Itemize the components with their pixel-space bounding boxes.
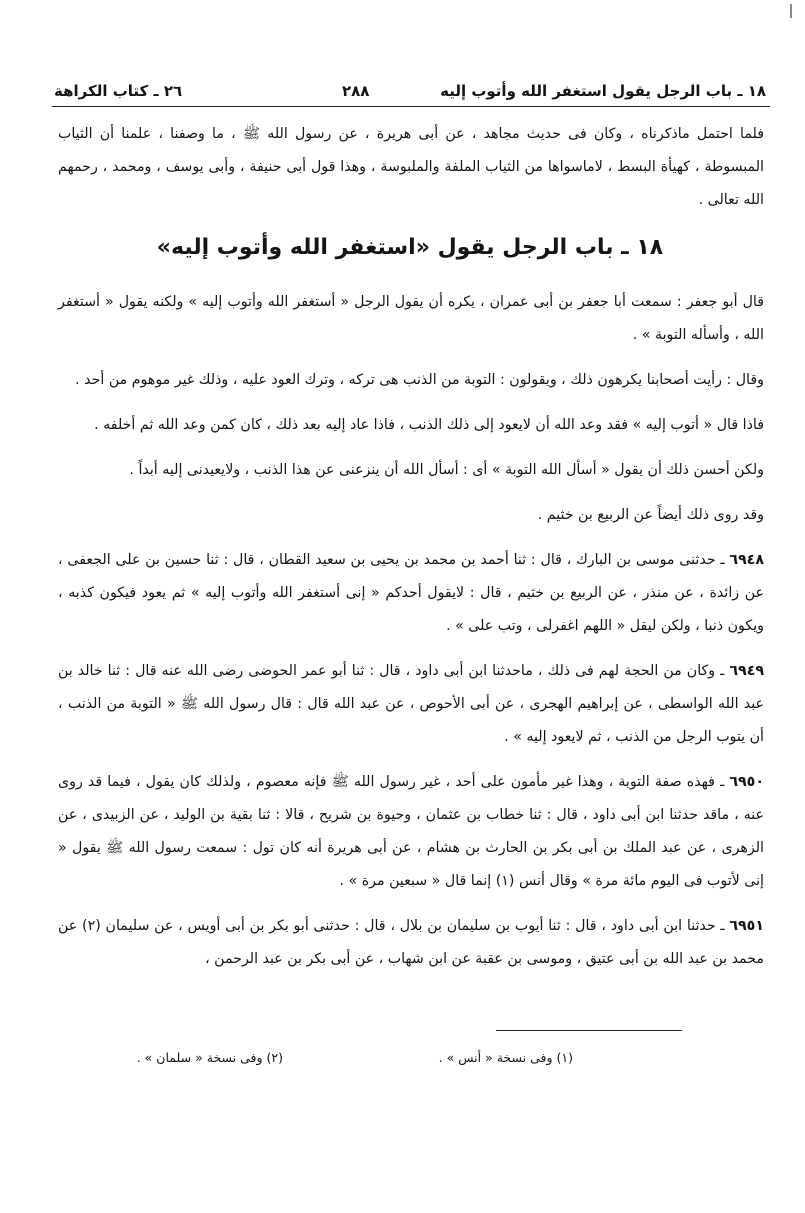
paragraph: وقال : رأيت أصحابنا يكرهون ذلك ، ويقولون : التوبة من الذنب هى تركه ، وترك العود عليه ، وذلك غير موهوم من أحد . — [75, 372, 764, 388]
footnote: (٢) وفى نسخة « سلمان » . — [136, 1050, 283, 1065]
intro-paragraph: فلما احتمل ماذكرناه ، وكان فى حديث مجاهد ، عن أبى هريرة ، عن رسول الله ﷺ ، ما وصفنا ، علمنا أن الثياب المبسوطة ، كهيأة البسط ، لاماسواها من الثياب الملفة والملبوسة ، وهذا قول أبى حنيفة ، وأبى يوسف ، ومحمد ، رحمهم الله تعالى . — [58, 126, 764, 208]
hadith-number: ٦٩٤٨ — [729, 552, 764, 568]
page-number: ٢٨٨ — [342, 82, 370, 100]
chapter-heading: ١٨ ـ باب الرجل يقول «استغفر الله وأتوب إليه» — [156, 235, 664, 260]
hadith-entry — [58, 766, 764, 898]
running-title: ١٨ ـ باب الرجل يقول استغفر الله وأتوب إليه — [440, 82, 766, 100]
chapter-title: ٢٦ ـ كتاب الكراهة — [54, 82, 183, 100]
intro-paragraph-block — [58, 118, 764, 229]
hadith-number: ٦٩٤٩ — [729, 663, 765, 679]
hadith-entry — [58, 544, 764, 643]
footnote: (١) وفى نسخة « أنس » . — [438, 1050, 573, 1065]
hadith-text: ـ فهذه صفة التوبة ، وهذا غير مأمون على أحد ، غير رسول الله ﷺ فإنه معصوم ، ولذلك كان يقول ، فيما قد روى عنه ، ماقد حدثنا ابن أبى داود ، قال : ثنا خطاب بن عثمان ، وحيوة بن شريح ، قالا : ثنا بقية بن الوليد ، عن الزبيدى ، عن الزهرى ، عن عبد الملك بن أبى بكر بن الحارث بن هشام ، عن أبى هريرة أنه كان تول : سمعت رسول الله ﷺ يقول « إنى لأتوب فى اليوم مائة مرة » وقال أنس (١) إنما قال « سبعين مرة » . — [58, 774, 764, 889]
hadith-text: ـ حدثنا ابن أبى داود ، قال : ثنا أيوب بن سليمان بن بلال ، قال : حدثنى أبو بكر بن أبى أويس ، عن سليمان (٢) عن محمد بن عبد الله بن أبى عتيق ، وموسى بن عقبة عن ابن شهاب ، عن أبى بكر بن عبد الرحمن ، — [58, 918, 764, 967]
hadith-entry — [58, 655, 764, 754]
hadith-number: ٦٩٥١ — [729, 918, 764, 934]
hadith-text: ـ حدثنى موسى بن البارك ، قال : ثنا أحمد بن محمد بن يحيى بن سعيد القطان ، قال : ثنا حسين بن على الجعفى ، عن زائدة ، عن منذر ، عن الربيع بن خثيم ، قال : لايقول أحدكم « إنى أستغفر الله وأتوب إليه » ثم يعود فيكون كذبه ، ويكون ذنبا ، ولكن ليقل « اللهم اغفرلى ، وتب على » . — [58, 552, 764, 634]
paragraph: قال أبو جعفر : سمعت أبا جعفر بن أبى عمران ، يكره أن يقول الرجل « أستغفر الله وأتوب إليه » ولكنه يقول « أستغفر الله ، وأسأله التوبة » . — [58, 294, 764, 343]
page-header — [52, 74, 770, 107]
paragraph: ولكن أحسن ذلك أن يقول « أسأل الله التوبة » أى : أسأل الله أن ينزعنى عن هذا الذنب ، ولايعيدنى إليه أبداً . — [129, 462, 764, 478]
hadith-text: ـ وكان من الحجة لهم فى ذلك ، ماحدثنا ابن أبى داود ، قال : ثنا أبو عمر الحوضى رضى الله عنه قال : ثنا خالد بن عبد الله الواسطى ، عن إبراهيم الهجرى ، عن أبى الأحوص ، عن عبد الله قال : قال رسول الله ﷺ « التوبة من الذنب ، أن يتوب الرجل من الذنب ، ثم لايعود إليه » . — [58, 663, 764, 745]
hadith-number: ٦٩٥٠ — [729, 774, 764, 790]
body-text — [58, 286, 764, 988]
footnote-divider — [496, 1030, 682, 1031]
page-corner-mark — [780, 4, 792, 18]
hadith-entry — [58, 910, 764, 976]
paragraph: فاذا قال « أتوب إليه » فقد وعد الله أن لايعود إلى ذلك الذنب ، فاذا عاد إليه بعد ذلك ، كان كمن وعد الله ثم أخلفه . — [94, 417, 764, 433]
paragraph: وقد روى ذلك أيضاً عن الربيع بن خثيم . — [537, 507, 764, 523]
